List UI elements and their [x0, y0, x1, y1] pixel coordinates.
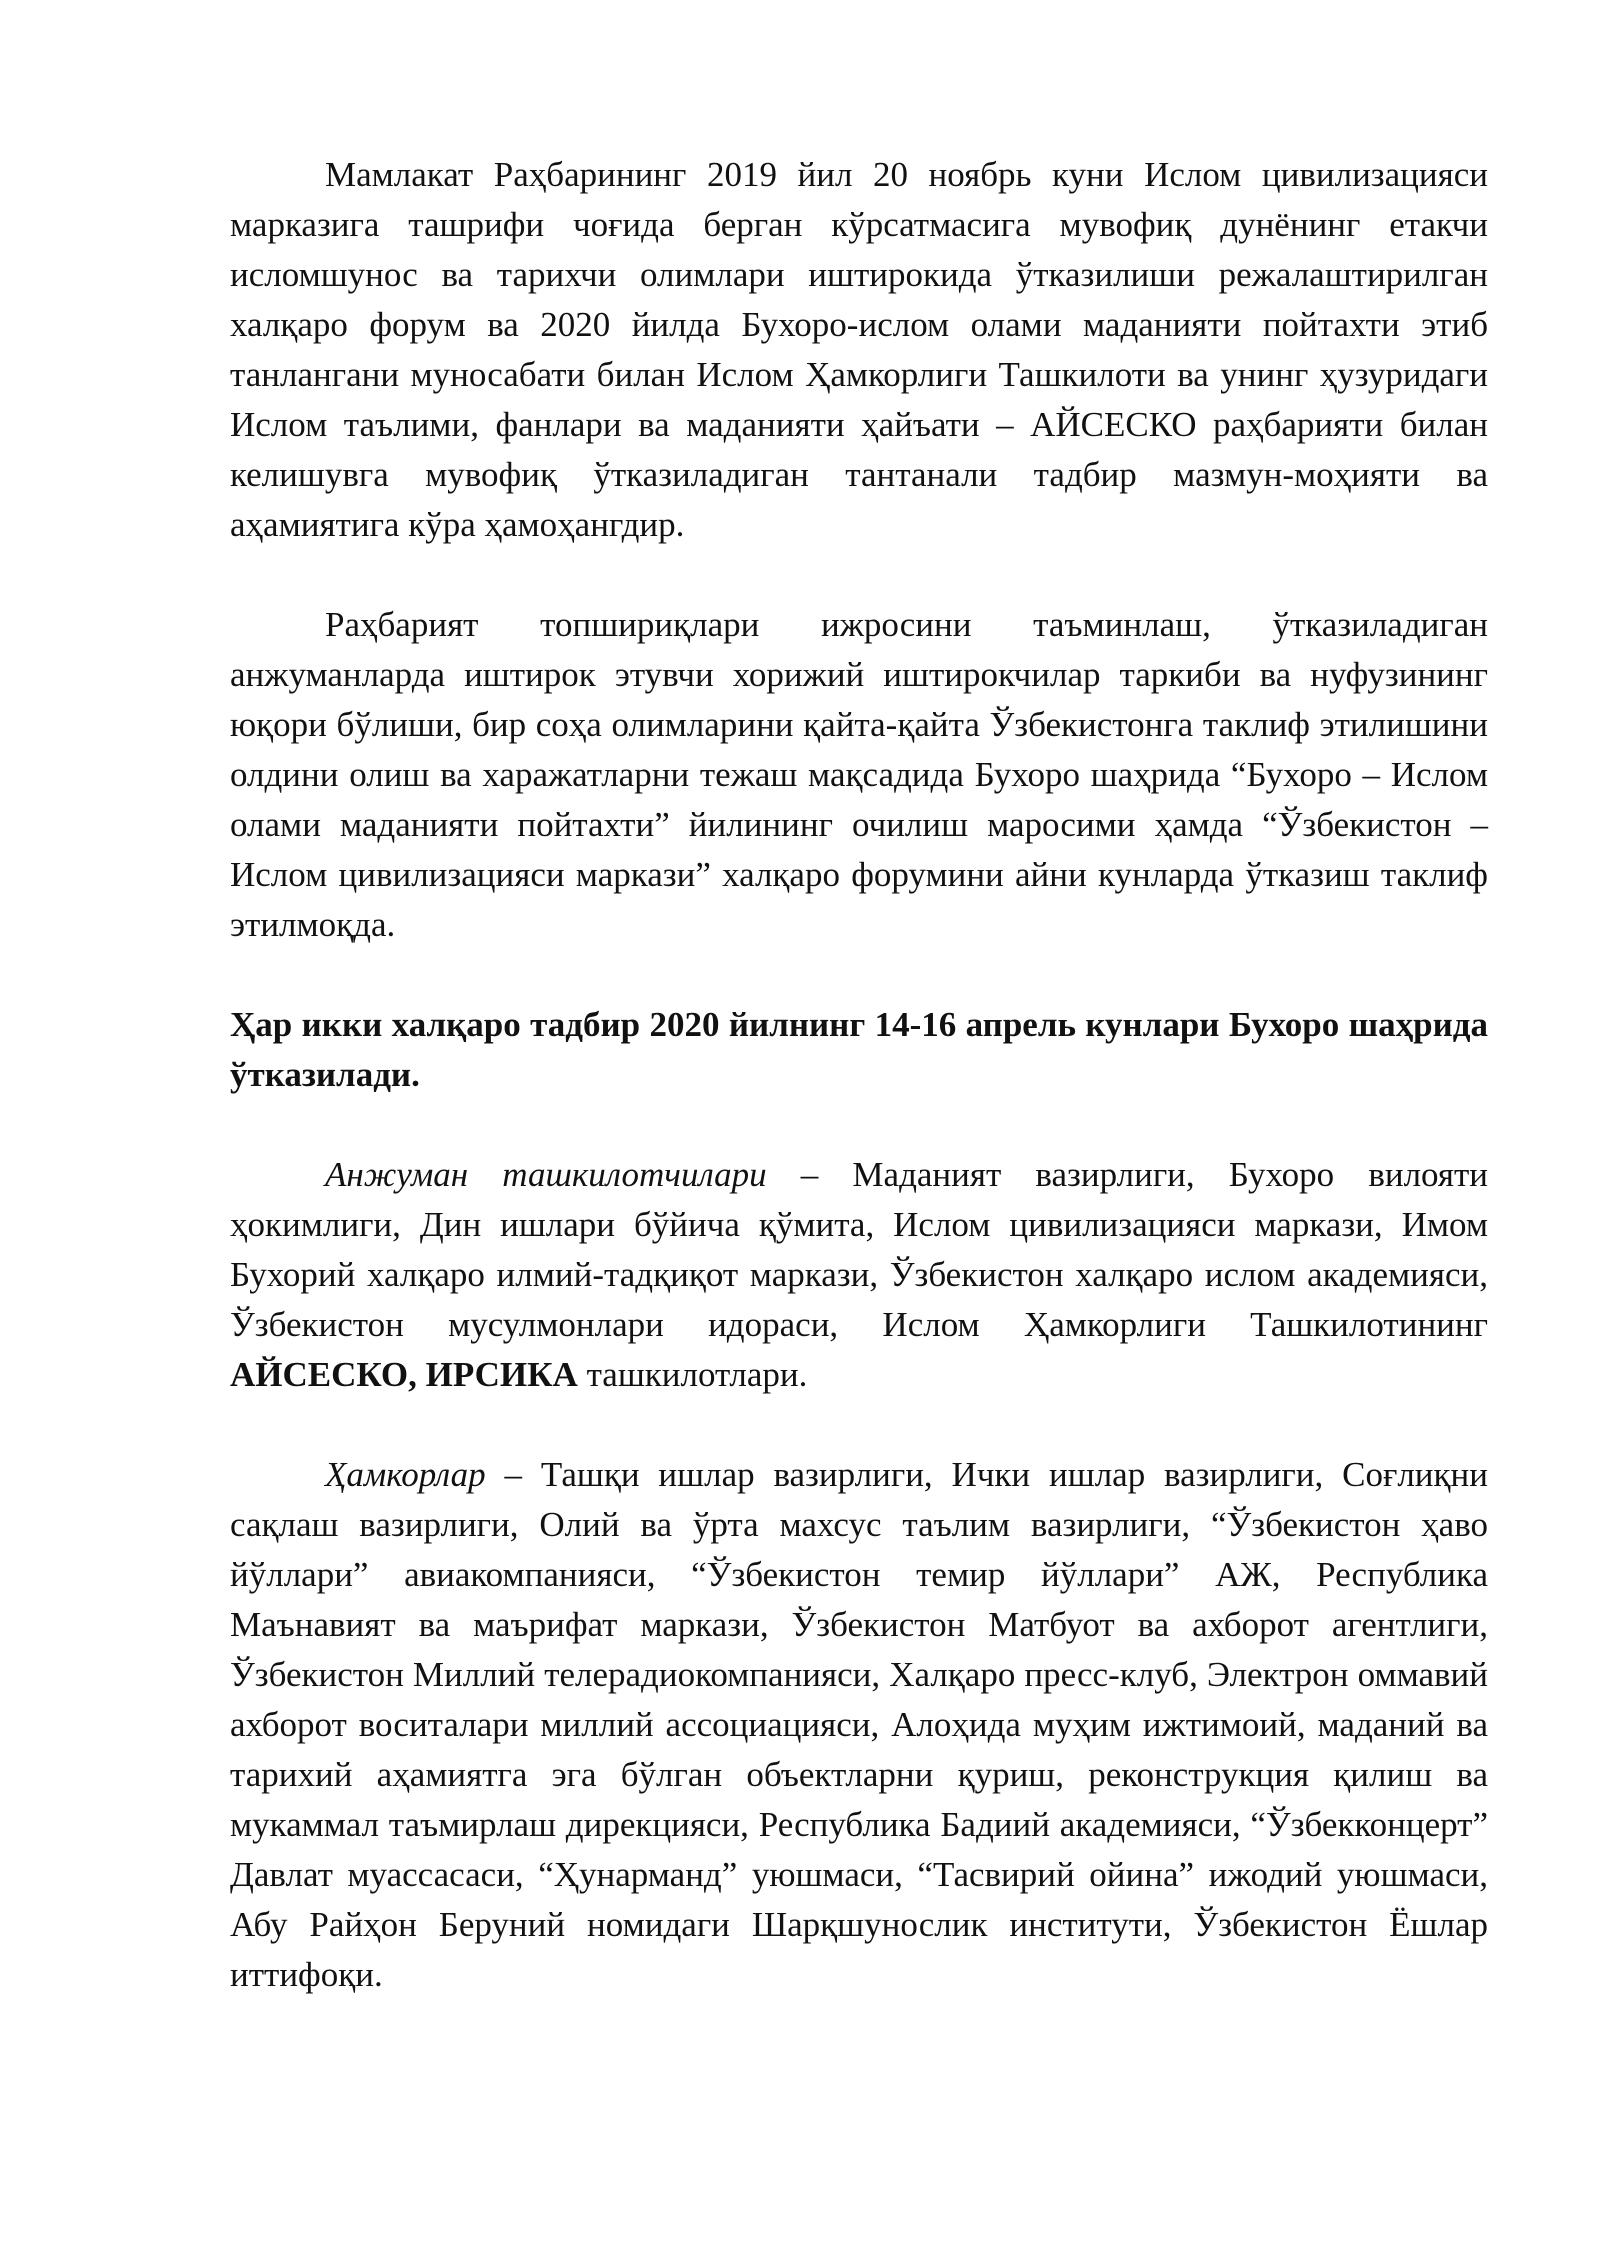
paragraph-partners	[230, 1450, 1488, 2000]
document-page	[230, 150, 1488, 2000]
organizers-text-end: ташкилотлари.	[577, 1355, 808, 1394]
paragraph-organizers	[230, 1150, 1488, 1400]
organizers-text: – Маданият вазирлиги, Бухоро вилояти ҳокимлиги, Дин ишлари бўйича қўмита, Ислом цивилизацияси маркази, Имом Бухорий халқаро илмий-тадқиқот маркази, Ўзбекистон халқаро ислом академияси, Ўзбекистон мусулмонлари идораси, Ислом Ҳамкорлиги Ташкилотининг	[230, 1155, 1488, 1344]
paragraph-proposal: Раҳбарият топшириқлари ижросини таъминлаш, ўтказиладиган анжуманларда иштирок этувчи хорижий иштирокчилар таркиби ва нуфузининг юқори бўлиши, бир соҳа олимларини қайта-қайта Ўзбекистонга таклиф этилишини олдини олиш ва харажатларни тежаш мақсадида Бухоро шаҳрида “Бухоро – Ислом олами маданияти пойтахти” йилининг очилиш маросими ҳамда “Ўзбекистон – Ислом цивилизацияси маркази” халқаро форумини айни кунларда ўтказиш таклиф этилмоқда.	[230, 605, 1488, 944]
partners-label: Ҳамкорлар	[325, 1455, 486, 1494]
organizers-label: Анжуман ташкилотчилари	[325, 1155, 767, 1194]
paragraph-forum-context: Мамлакат Раҳбарининг 2019 йил 20 ноябрь куни Ислом цивилизацияси марказига ташрифи чоғида берган кўрсатмасига мувофиқ дунёнинг етакчи исломшунос ва тарихчи олимлари иштирокида ўтказилиши режалаштирилган халқаро форум ва 2020 йилда Бухоро-ислом олами маданияти пойтахти этиб танлангани муносабати билан Ислом Ҳамкорлиги Ташкилоти ва унинг ҳузуридаги Ислом таълими, фанлари ва маданияти ҳайъати – АЙСЕСКО раҳбарияти билан келишувга мувофиқ ўтказиладиган тантанали тадбир мазмун-моҳияти ва аҳамиятига кўра ҳамоҳангдир.	[230, 155, 1488, 544]
partners-text: – Ташқи ишлар вазирлиги, Ички ишлар вазирлиги, Соғлиқни сақлаш вазирлиги, Олий ва ўрта махсус таълим вазирлиги, “Ўзбекистон ҳаво йўллари” авиакомпанияси, “Ўзбекистон темир йўллари” АЖ, Республика Маънавият ва маърифат маркази, Ўзбекистон Матбуот ва ахборот агентлиги, Ўзбекистон Миллий телерадиокомпанияси, Халқаро пресс-клуб, Электрон оммавий ахборот воситалари миллий ассоциацияси, Алоҳида муҳим ижтимоий, маданий ва тарихий аҳамиятга эга бўлган объектларни қуриш, реконструкция қилиш ва мукаммал таъмирлаш дирекцияси, Республика Бадиий академияси, “Ўзбекконцерт” Давлат муассасаси, “Ҳунарманд” уюшмаси, “Тасвирий ойина” ижодий уюшмаси, Абу Райҳон Беруний номидаги Шарқшунослик институти, Ўзбекистон Ёшлар иттифоқи.	[230, 1455, 1488, 1994]
paragraph-event-dates: Ҳар икки халқаро тадбир 2020 йилнинг 14-16 апрель кунлари Бухоро шаҳрида ўтказилади.	[230, 1005, 1488, 1094]
organizers-bold-names: АЙСЕСКО, ИРСИКА	[230, 1355, 578, 1394]
